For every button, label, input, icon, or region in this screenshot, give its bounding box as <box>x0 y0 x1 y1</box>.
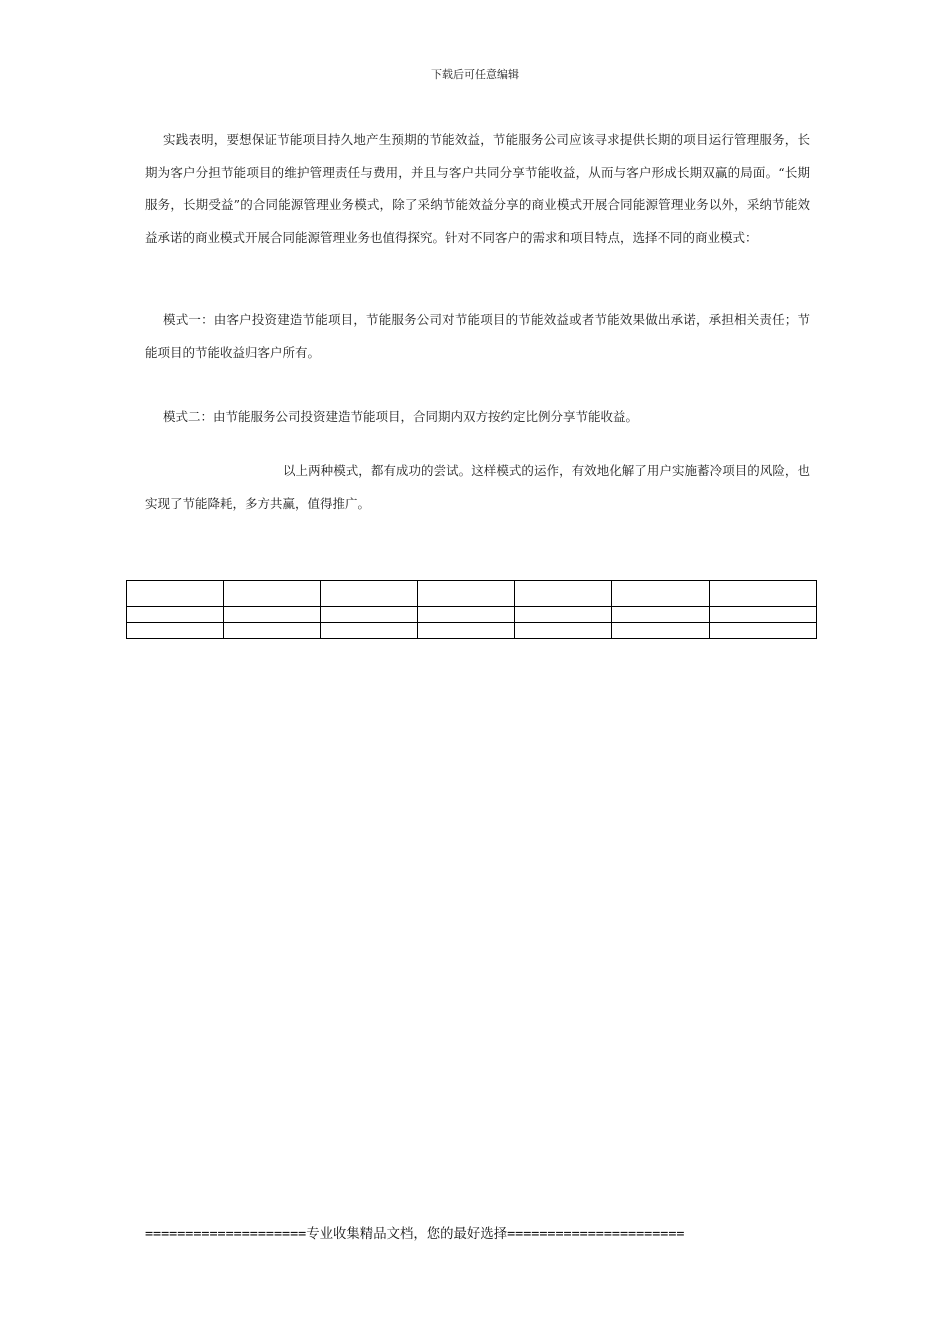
table-row <box>127 581 817 607</box>
table-cell <box>321 623 418 639</box>
table-cell <box>612 581 710 607</box>
table-cell <box>127 623 224 639</box>
table-cell <box>418 581 515 607</box>
table-cell <box>612 623 710 639</box>
table-row <box>127 607 817 623</box>
table-cell <box>224 607 321 623</box>
table-cell <box>710 581 817 607</box>
table-cell <box>418 607 515 623</box>
table-cell <box>224 581 321 607</box>
table-cell <box>515 581 612 607</box>
table-cell <box>710 623 817 639</box>
paragraph-mode-one: 模式一：由客户投资建造节能项目，节能服务公司对节能项目的节能效益或者节能效果做出承诺，承担相关责任；节能项目的节能收益归客户所有。 <box>145 312 810 360</box>
table-cell <box>515 607 612 623</box>
table-cell <box>418 623 515 639</box>
table-cell <box>127 607 224 623</box>
page-footer: ====================专业收集精品文档，您的最好选择====================== <box>145 1227 685 1242</box>
paragraph-conclusion: 以上两种模式，都有成功的尝试。这样模式的运作，有效地化解了用户实施蓄冷项目的风险，也实现了节能降耗，多方共赢，值得推广。 <box>145 463 810 511</box>
table-cell <box>224 623 321 639</box>
table-cell <box>710 607 817 623</box>
table-cell <box>321 581 418 607</box>
table-cell <box>127 581 224 607</box>
page-header: 下载后可任意编辑 <box>431 68 519 81</box>
paragraph-mode-two: 模式二：由节能服务公司投资建造节能项目，合同期内双方按约定比例分享节能收益。 <box>163 409 639 424</box>
table-cell <box>321 607 418 623</box>
table-row <box>127 623 817 639</box>
empty-table <box>126 580 817 639</box>
table-cell <box>612 607 710 623</box>
paragraph-practice: 实践表明，要想保证节能项目持久地产生预期的节能效益，节能服务公司应该寻求提供长期的项目运行管理服务，长期为客户分担节能项目的维护管理责任与费用，并且与客户共同分享节能收益，从而与客户形成长期双赢的局面。“长期服务，长期受益”的合同能源管理业务模式，除了采纳节能效益分享的商业模式开展合同能源管理业务以外，采纳节能效益承诺的商业模式开展合同能源管理业务也值得探究。针对不同客户的需求和项目特点，选择不同的商业模式： <box>145 132 810 245</box>
table-cell <box>515 623 612 639</box>
